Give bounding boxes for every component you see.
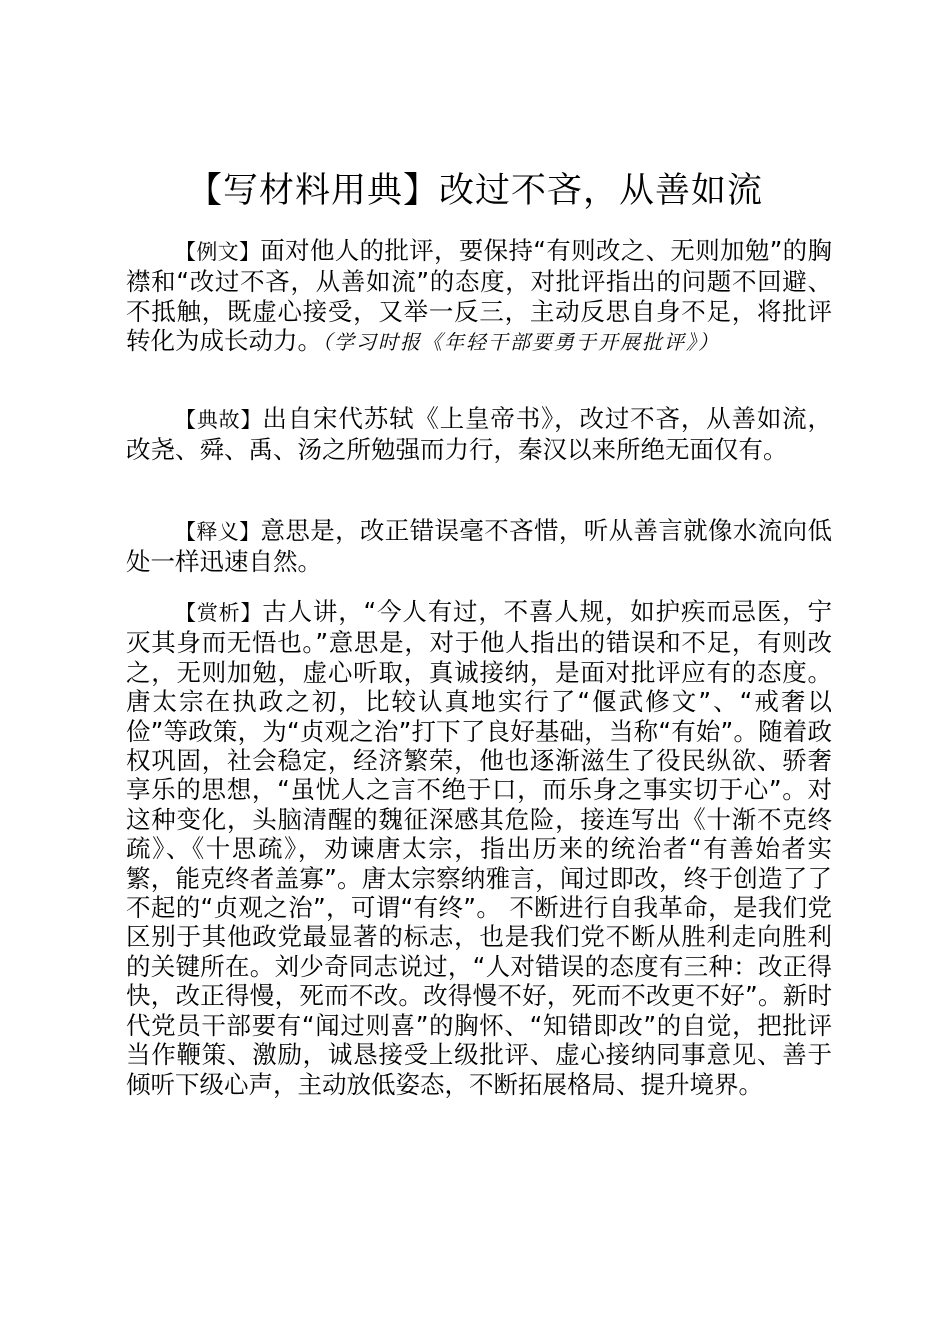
allusion-label: 【典故】 — [175, 408, 263, 432]
allusion-section — [126, 404, 832, 465]
example-section — [126, 236, 832, 358]
page-title: 【写材料用典】改过不吝，从善如流 — [186, 171, 763, 211]
meaning-text: 意思是，改正错误毫不吝惜，听从善言就像水流向低处一样迅速自然。 — [126, 516, 833, 577]
allusion-text: 出自宋代苏轼《上皇帝书》，改过不吝，从善如流，改尧、舜、禹、汤之所勉强而力行，秦汉以来所绝无面仅有。 — [126, 404, 833, 465]
meaning-section — [126, 516, 832, 577]
meaning-label: 【释义】 — [175, 520, 261, 544]
appreciation-label: 【赏析】 — [175, 601, 263, 625]
appreciation-text: 古人讲，“今人有过，不喜人规，如护疾而忌医，宁灭其身而无悟也。”意思是，对于他人指出的错误和不足，有则改之，无则加勉，虚心听取，真诚接纳，是面对批评应有的态度。唐太宗在执政之初，比较认真地实行了“偃武修文”、“戒奢以俭”等政策，为“贞观之治”打下了良好基础，当称“有始”。随着政权巩固，社会稳定，经济繁荣，他也逐渐滋生了役民纵欲、骄奢享乐的思想，“虽忧人之言不绝于口，而乐身之事实切于心”。对这种变化，头脑清醒的魏征深感其危险，接连写出《十渐不克终疏》、《十思疏》，劝谏唐太宗，指出历来的统治者“有善始者实繁，能克终者盖寡”。唐太宗察纳雅言，闻过即改，终于创造了了不起的“贞观之治”，可谓“有终”。 不断进行自我革命，是我们党区别于其他政党最显著的标志，也是我们党不断从胜利走向胜利的关键所在。刘少奇同志说过，“人对错误的态度有三种：改正得快，改正得慢，死而不改。改得慢不好，死而不改更不好”。新时代党员干部要有“闻过则喜”的胸怀、“知错即改”的自觉，把批评当作鞭策、激励，诚恳接受上级批评、虚心接纳同事意见、善于倾听下级心声，主动放低姿态，不断拓展格局、提升境界。 — [126, 597, 832, 1099]
example-text: 面对他人的批评，要保持“有则改之、无则加勉”的胸襟和“改过不吝，从善如流”的态度，对批评指出的问题不回避、不抵触，既虚心接受，又举一反三，主动反思自身不足，将批评转化为成长动力。 — [126, 236, 832, 356]
appreciation-section — [126, 597, 832, 1099]
example-label: 【例文】 — [175, 240, 261, 264]
example-source: （学习时报《年轻干部要勇于开展批评》） — [322, 330, 720, 355]
